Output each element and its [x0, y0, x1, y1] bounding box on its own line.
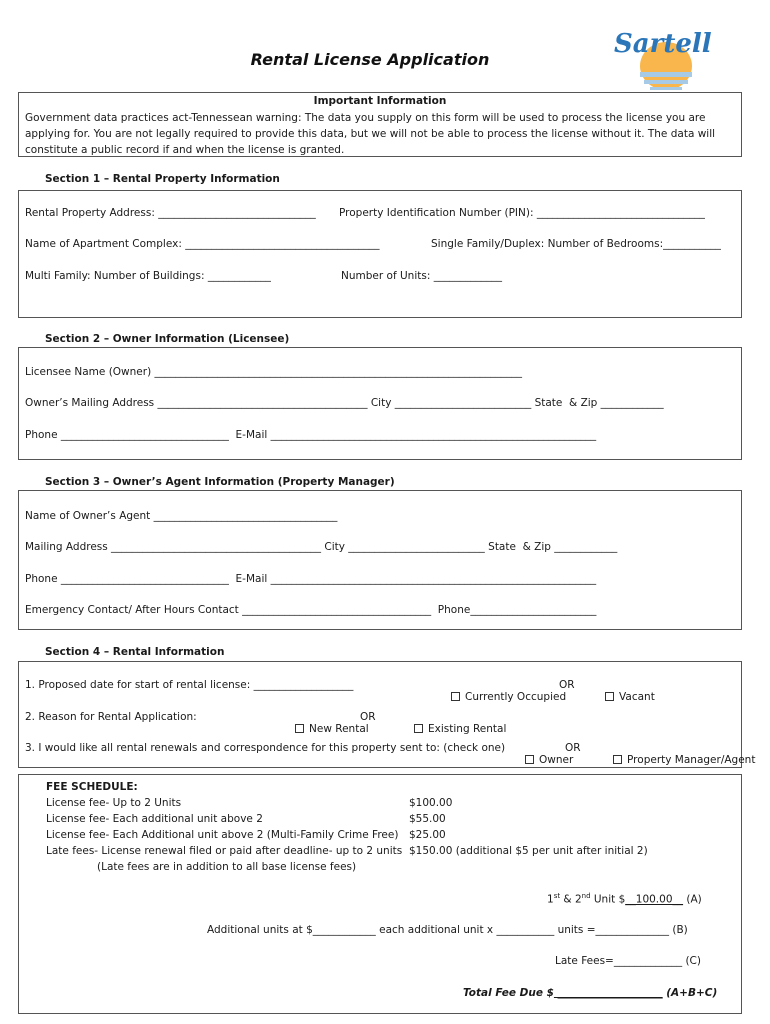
currently-occupied-option[interactable]: Currently Occupied — [431, 679, 566, 715]
reason-label: 2. Reason for Rental Application: — [25, 711, 197, 723]
or-label: OR — [360, 711, 376, 723]
fee-item-amount: $100.00 — [409, 797, 453, 809]
unit-fee-value[interactable]: __100.00__ — [625, 893, 684, 906]
section1-box — [18, 190, 742, 318]
checkbox-icon[interactable] — [613, 755, 622, 764]
important-text: Government data practices act-Tennessean warning: The data you supply on this form will be used to process the license you are applying for. You are not legally required to provide this data, but we will not be able to process the license without it. The data will constitute a public record if and when the license is granted. — [25, 112, 716, 156]
fee-item-label: License fee- Each Additional unit above 2 (Multi-Family Crime Free) — [46, 829, 399, 841]
section4-box — [18, 661, 756, 768]
total-fee-blank[interactable]: ____________________ — [553, 987, 663, 999]
section3-heading: Section 3 – Owner’s Agent Information (Property Manager) — [45, 476, 395, 488]
fee-item-label: License fee- Each additional unit above 2 — [46, 813, 263, 825]
unit-fee-line: 1st & 2nd Unit $__100.00__ (A) — [547, 892, 702, 906]
additional-units-field[interactable]: Additional units at $____________ each additional unit x ___________ units =______________ (B) — [207, 924, 688, 936]
section4-heading: Section 4 – Rental Information — [45, 646, 225, 658]
owner-option[interactable]: Owner — [505, 742, 573, 778]
checkbox-icon[interactable] — [451, 692, 460, 701]
property-manager-option[interactable]: Property Manager/Agent — [593, 742, 755, 778]
fee-item-amount: $25.00 — [409, 829, 446, 841]
logo-wordmark: Sartell — [614, 29, 712, 59]
emergency-contact-field[interactable]: Emergency Contact/ After Hours Contact ____________________________________ Phone________________________ — [25, 604, 597, 616]
checkbox-icon[interactable] — [295, 724, 304, 733]
property-address-field[interactable]: Rental Property Address: ______________________________ — [25, 207, 316, 219]
page-title: Rental License Application — [250, 50, 490, 69]
agent-mailing-field[interactable]: Mailing Address ________________________________________ City __________________________ State & Zip ____________ — [25, 541, 618, 553]
correspondence-label: 3. I would like all rental renewals and correspondence for this property sent to: (check one) — [25, 742, 506, 754]
owner-mailing-field[interactable]: Owner’s Mailing Address ________________________________________ City __________________________ State & Zip ____________ — [25, 397, 664, 409]
pin-field[interactable]: Property Identification Number (PIN): ________________________________ — [339, 207, 705, 219]
checkbox-icon[interactable] — [414, 724, 423, 733]
fee-item-label: License fee- Up to 2 Units — [46, 797, 182, 809]
section3-box — [18, 490, 742, 630]
late-fees-field[interactable]: Late Fees=_____________ (C) — [555, 955, 701, 967]
important-heading: Important Information — [313, 95, 447, 107]
fee-schedule-box — [18, 774, 742, 1014]
agent-phone-email-field[interactable]: Phone ________________________________ E-Mail ______________________________________________________________ — [25, 573, 597, 585]
late-fee-note: (Late fees are in addition to all base license fees) — [97, 861, 357, 873]
new-rental-option[interactable]: New Rental — [275, 711, 369, 747]
existing-rental-option[interactable]: Existing Rental — [394, 711, 506, 747]
vacant-option[interactable]: Vacant — [585, 679, 655, 715]
owner-phone-email-field[interactable]: Phone ________________________________ E-Mail ______________________________________________________________ — [25, 429, 597, 441]
units-field[interactable]: Number of Units: _____________ — [341, 270, 502, 282]
important-info-box — [18, 92, 742, 157]
section2-box — [18, 347, 742, 460]
licensee-name-field[interactable]: Licensee Name (Owner) ______________________________________________________________________ — [25, 366, 523, 378]
checkbox-icon[interactable] — [525, 755, 534, 764]
fee-item-amount: $55.00 — [409, 813, 446, 825]
fee-item-amount: $150.00 (additional $5 per unit after initial 2) — [409, 845, 648, 857]
section2-heading: Section 2 – Owner Information (Licensee) — [45, 333, 290, 345]
or-label: OR — [565, 742, 581, 754]
agent-name-field[interactable]: Name of Owner’s Agent ___________________________________ — [25, 510, 338, 522]
buildings-field[interactable]: Multi Family: Number of Buildings: ____________ — [25, 270, 271, 282]
apartment-complex-field[interactable]: Name of Apartment Complex: _____________________________________ — [25, 238, 380, 250]
fee-item-label: Late fees- License renewal filed or paid after deadline- up to 2 units — [46, 845, 403, 857]
total-fee-line[interactable]: Total Fee Due $ ____________________ (A+B+C) — [463, 987, 718, 999]
fee-schedule-heading: FEE SCHEDULE: — [46, 781, 138, 793]
proposed-date-field[interactable]: 1. Proposed date for start of rental license: ___________________ — [25, 679, 354, 691]
section1-heading: Section 1 – Rental Property Information — [45, 173, 280, 185]
or-label: OR — [559, 679, 575, 691]
bedrooms-field[interactable]: Single Family/Duplex: Number of Bedrooms:___________ — [431, 238, 721, 250]
checkbox-icon[interactable] — [605, 692, 614, 701]
